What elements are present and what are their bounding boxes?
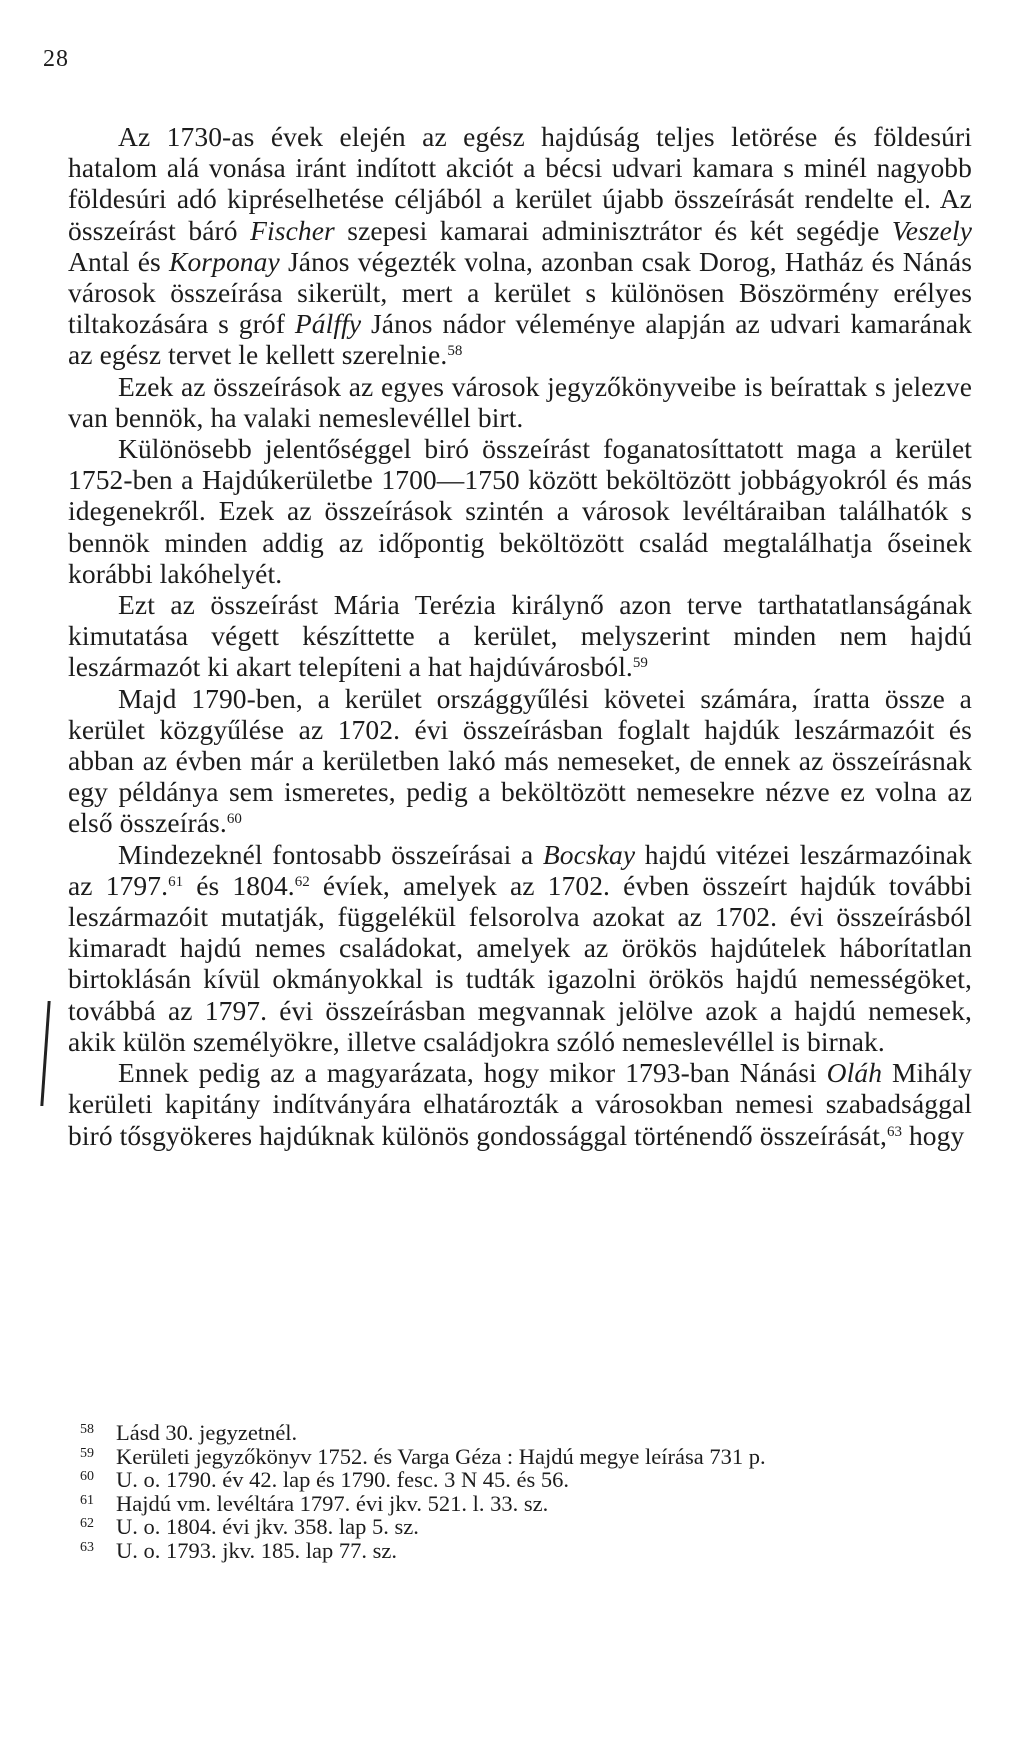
paragraph-text: Ezt az összeírást Mária Terézia királynő azon terve tarthatatlanságának kimutatása végett készíttette a kerület, melyszerint minden nem hajdú leszármazót ki akart telepíteni a hat hajdúvárosból. [68, 589, 972, 683]
italic-name: Veszely [891, 214, 973, 246]
footnote-text: U. o. 1790. év 42. lap és 1790. fesc. 3 N 45. és 56. [116, 1467, 570, 1493]
paragraph [68, 371, 972, 433]
footnote-text: Hajdú vm. levéltára 1797. évi jkv. 521. l. 33. sz. [116, 1490, 549, 1516]
paragraph-text: János nádor véleménye alapján az udvari kamarának az egész tervet le kellett szerelnie. [68, 308, 972, 371]
footnote: 59 Kerületi jegyzőkönyv 1752. és Varga Géza : Hajdú megye leírása 731 p. [80, 1443, 766, 1469]
footnote: 60 U. o. 1790. év 42. lap és 1790. fesc. 3 N 45. és 56. [80, 1467, 570, 1493]
footnote-reference: 63 [886, 1123, 902, 1140]
paragraph-text: szepesi kamarai adminisztrátor és két segédje [334, 214, 892, 246]
footnote-reference: 58 [447, 343, 463, 360]
italic-name: Bocskay [542, 838, 636, 870]
italic-name: Oláh [826, 1057, 883, 1089]
paragraph [68, 121, 972, 371]
footnote: 62 U. o. 1804. évi jkv. 358. lap 5. sz. [80, 1514, 419, 1540]
footnote: 58 Lásd 30. jegyzetnél. [80, 1420, 298, 1445]
footnote-text: Lásd 30. jegyzetnél. [116, 1420, 298, 1445]
paragraph-text: Mihály kerületi kapitány indítványára elhatározták a városokban nemesi szabadsággal biró tősgyökeres hajdúknak különös gondossággal történendő összeírását, [68, 1057, 972, 1151]
margin-pencil-mark [40, 1001, 50, 1106]
paragraph-text: Mindezeknél fontosabb összeírásai a [118, 838, 543, 870]
page-number: 28 [43, 46, 69, 72]
paragraph [68, 1057, 972, 1151]
footnote-reference: 61 [168, 873, 184, 890]
footnote-reference: 62 [294, 873, 310, 890]
paragraph-text: Antal és [68, 245, 170, 277]
paragraph-text: Különösebb jelentőséggel biró összeírást foganatosíttatott maga a kerület 1752-ben a Hajdúkerületbe 1700—1750 között beköltözött jobbágyokról és más idegenekről. Ezek az összeírások szintén a városok levéltáraiban találhatók s bennök minden addig az időpontig beköltözött család megtalálhatja őseinek korábbi lakóhelyét. [68, 433, 972, 589]
footnote-text: Kerületi jegyzőkönyv 1752. és Varga Géza : Hajdú megye leírása 731 p. [116, 1443, 766, 1469]
footnote-text: U. o. 1793. jkv. 185. lap 77. sz. [116, 1537, 398, 1563]
paragraph [68, 839, 972, 1057]
paragraph-text: Ezek az összeírások az egyes városok jegyzőkönyveibe is beírattak s jelezve van bennök, ha valaki nemeslevéllel birt. [68, 370, 972, 433]
footnote-text: U. o. 1804. évi jkv. 358. lap 5. sz. [116, 1514, 419, 1540]
paragraph-text: Ennek pedig az a magyarázata, hogy mikor 1793-ban Nánási [118, 1057, 827, 1089]
footnote: 63 U. o. 1793. jkv. 185. lap 77. sz. [80, 1537, 398, 1563]
italic-name: Korponay [169, 245, 280, 277]
body-text [68, 121, 972, 1151]
footnote-reference: 59 [632, 655, 648, 672]
paragraph-text: Majd 1790-ben, a kerület országgyűlési követei számára, íratta össze a kerület közgyűlése az 1702. évi összeírásban foglalt hajdúk leszármazóit és abban az évben már a kerületben lakó más nemeseket, de ennek az összeírásnak egy példánya sem ismeretes, pedig a beköltözött nemesekre nézve ez volna az első összeírás. [68, 682, 972, 839]
paragraph-text: évíek, amelyek az 1702. évben összeírt hajdúk további leszármazóit mutatják, függelékül felsorolva azokat az 1702. évi összeírásból kimaradt hajdú nemes családokat, amelyek az örökös hajdútelek háborítatlan birtoklásán kívül okmányokkal is tudták igazolni örökös hajdú nemességöket, továbbá az 1797. évi összeírásban megvannak jelölve azok a hajdú nemesek, akik külön személyökre, illetve családjokra szóló nemeslevéllel is birnak. [68, 869, 973, 1057]
paragraph-text: János végezték volna, azonban csak Dorog, Hatház és Nánás városok összeírása sikerült, mert a kerület s különösen Böszörmény erélyes tiltakozására s gróf [68, 245, 973, 340]
paragraph [68, 589, 972, 683]
footnote: 61 Hajdú vm. levéltára 1797. évi jkv. 521. l. 33. sz. [80, 1490, 549, 1516]
paragraph-text: hajdú vitézei leszármazóinak az 1797. [68, 838, 972, 901]
footnotes [68, 1421, 972, 1563]
paragraph [68, 683, 972, 839]
paragraph-text: Az 1730-as évek elején az egész hajdúság teljes letörése és földesúri hatalom alá vonása iránt indított akciót a bécsi udvari kamara s minél nagyobb földesúri adó kipréselhetése céljából a kerület újabb összeírását rendelte el. Az összeírást báró [68, 121, 972, 246]
footnote-reference: 60 [226, 811, 242, 828]
italic-name: Fischer [250, 214, 335, 246]
paragraph [68, 433, 972, 589]
paragraph-text: hogy [901, 1119, 965, 1151]
italic-name: Pálffy [294, 308, 362, 340]
paragraph-text: és 1804. [183, 869, 295, 901]
